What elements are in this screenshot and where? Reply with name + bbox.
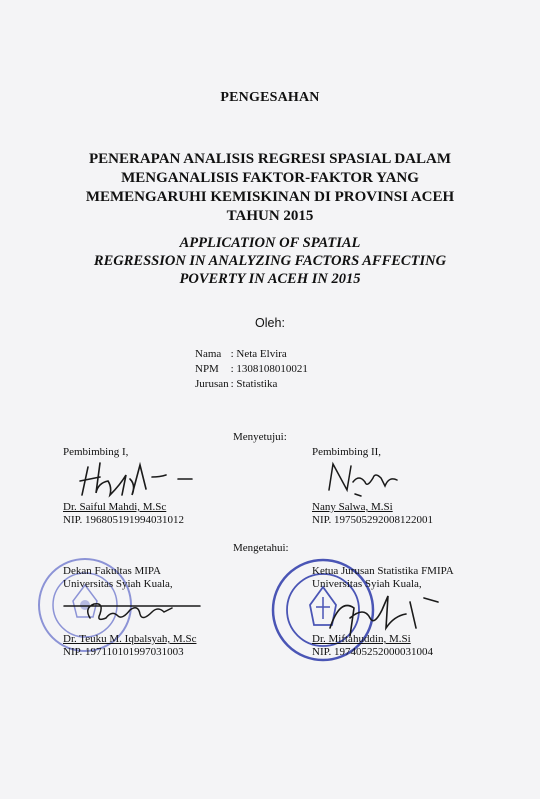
supervisor2-role: Pembimbing II, [312, 446, 382, 458]
english-title-line: REGRESSION IN ANALYZING FACTORS AFFECTING [93, 253, 447, 269]
author-row-value: : Neta Elvira [230, 348, 287, 360]
head-name: Dr. Miftahuddin, M.Si [312, 633, 411, 645]
thesis-title [0, 150, 540, 226]
dean-name: Dr. Teuku M. Iqbalsyah, M.Sc [63, 633, 197, 645]
head-nip: NIP. 197405252000031004 [312, 646, 434, 658]
english-title-line: APPLICATION OF SPATIAL [179, 235, 361, 251]
supervisor2-name: Nany Salwa, M.Si [312, 501, 393, 513]
author-row [195, 377, 310, 392]
supervisor1-nip: NIP. 196805191994031012 [63, 514, 185, 526]
author-row-label: NPM [195, 363, 219, 375]
dean-signature [60, 590, 220, 630]
author-row-label: Jurusan [195, 378, 229, 390]
english-title-line: POVERTY IN ACEH IN 2015 [179, 271, 361, 287]
author-info [195, 347, 310, 392]
head-role-line2: Universitas Syiah Kuala, [312, 578, 422, 590]
author-row-value: : 1308108010021 [230, 363, 308, 375]
supervisor1-signature [70, 455, 200, 501]
english-title [0, 234, 540, 288]
head-role-line1: Ketua Jurusan Statistika FMIPA [312, 565, 454, 577]
supervisor1-name: Dr. Saiful Mahdi, M.Sc [63, 501, 167, 513]
acknowledged-label: Mengetahui: [233, 542, 289, 554]
author-row [195, 362, 310, 377]
dean-nip: NIP. 197110101997031003 [63, 646, 184, 658]
supervisor2-nip: NIP. 197505292008122001 [312, 514, 434, 526]
by-label: Oleh: [255, 316, 285, 330]
author-row-label: Nama [195, 348, 222, 360]
author-row-value: : Statistika [230, 378, 278, 390]
author-row [195, 347, 310, 362]
page-heading: PENGESAHAN [220, 90, 320, 105]
thesis-title-line: TAHUN 2015 [226, 208, 314, 224]
thesis-title-line: MEMENGARUHI KEMISKINAN DI PROVINSI ACEH [85, 189, 455, 205]
thesis-title-line: MENGANALISIS FAKTOR-FAKTOR YANG [121, 170, 419, 186]
thesis-title-line: PENERAPAN ANALISIS REGRESI SPASIAL DALAM [88, 151, 451, 167]
dean-role-line2: Universitas Syiah Kuala, [63, 578, 173, 590]
approval-label: Menyetujui: [233, 431, 287, 443]
dean-role-line1: Dekan Fakultas MIPA [63, 565, 161, 577]
supervisor2-signature [325, 460, 405, 500]
supervisor1-role: Pembimbing I, [63, 446, 129, 458]
